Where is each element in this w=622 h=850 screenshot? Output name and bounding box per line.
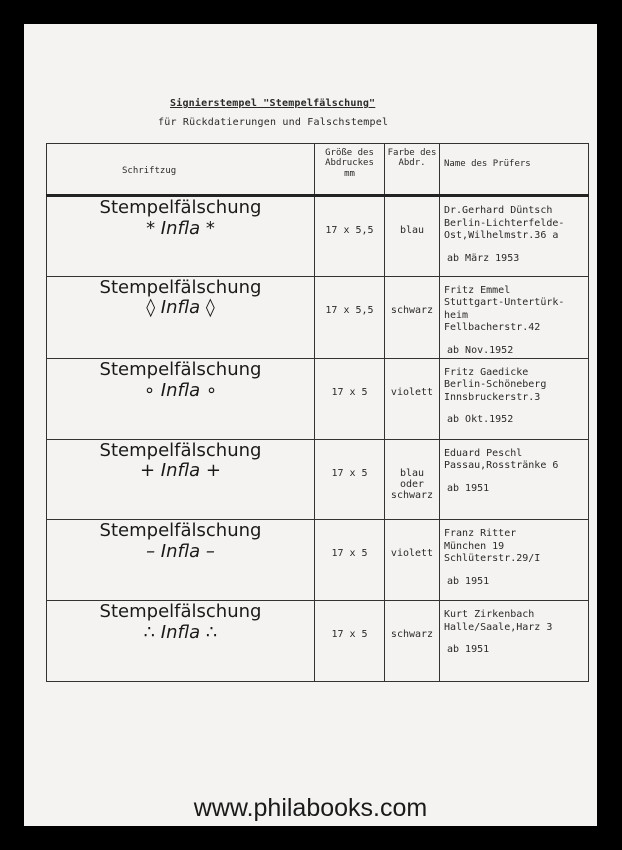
- examiner-cell: [440, 439, 589, 520]
- examiner-line: Berlin-Lichterfelde-: [444, 217, 565, 229]
- table-row: [47, 196, 589, 277]
- table-row: [47, 520, 589, 601]
- stamp-script: [47, 520, 315, 601]
- stamp-color: blau oder schwarz: [385, 439, 440, 520]
- document-subtitle: für Rückdatierungen und Falschstempel: [158, 117, 389, 128]
- examiner-line: Ost,Wilhelmstr.36 a: [444, 230, 559, 241]
- stamp-script: [47, 196, 315, 277]
- examiner-cell: [440, 358, 589, 439]
- examiner-line: Halle/Saale,Harz 3: [444, 621, 553, 633]
- stamp-size: 17 x 5: [315, 358, 385, 439]
- examiner-since: ab 1951: [447, 482, 490, 494]
- stamp-script-line1: Stempelfälschung: [99, 358, 262, 380]
- stamp-size: 17 x 5: [315, 520, 385, 601]
- stamp-script-line2: * Infla *: [146, 217, 215, 239]
- examiner-line: Stuttgart-Untertürk-: [444, 297, 565, 309]
- examiner-line: Fellbacherstr.42: [444, 322, 541, 334]
- examiner-line: Fritz Emmel: [444, 284, 511, 296]
- stamp-script-line1: Stempelfälschung: [99, 601, 262, 623]
- stamp-color: violett: [385, 358, 440, 439]
- stamp-color: schwarz: [385, 276, 440, 358]
- examiner-line: Fritz Gaedicke: [444, 366, 529, 378]
- examiner-line: Eduard Peschl: [444, 447, 523, 459]
- stamp-script-line1: Stempelfälschung: [99, 520, 262, 542]
- stamp-color: violett: [385, 520, 440, 601]
- examiner-line: Dr.Gerhard Düntsch: [444, 205, 553, 216]
- header-script: Schriftzug: [47, 144, 315, 196]
- examiner-cell: [440, 601, 589, 682]
- stamp-script-line2: + Infla +: [140, 460, 221, 482]
- stamp-script-line1: Stempelfälschung: [99, 197, 262, 218]
- examiner-since: ab 1951: [447, 575, 490, 587]
- examiner-since: ab Okt.1952: [447, 414, 514, 426]
- document-title: Signierstempel "Stempelfälschung": [170, 98, 376, 109]
- examiner-cell: [440, 520, 589, 601]
- examiner-cell: [440, 196, 589, 277]
- stamp-script-line2: ∴ Infla ∴: [143, 621, 218, 643]
- examiner-line: Berlin-Schöneberg: [444, 379, 547, 391]
- table-header-row: [47, 144, 589, 196]
- examiner-line: Innsbruckerstr.3: [444, 391, 541, 403]
- examiner-since: ab Nov.1952: [447, 344, 514, 356]
- photo-page: [24, 24, 597, 826]
- header-color: Farbe des Abdr.: [385, 144, 440, 196]
- stamp-script: [47, 601, 315, 682]
- stamp-size: 17 x 5,5: [315, 196, 385, 277]
- stamp-script-line1: Stempelfälschung: [99, 276, 262, 298]
- table-row: [47, 276, 589, 358]
- stamp-script-line1: Stempelfälschung: [99, 439, 262, 461]
- table-row: [47, 439, 589, 520]
- stamp-script: [47, 439, 315, 520]
- examiner-since: ab 1951: [447, 644, 490, 656]
- stamp-size: 17 x 5: [315, 601, 385, 682]
- stamp-color: schwarz: [385, 601, 440, 682]
- examiner-line: Franz Ritter: [444, 528, 517, 540]
- examiner-line: heim: [444, 309, 469, 321]
- table-row: [47, 601, 589, 682]
- stamp-script: [47, 276, 315, 358]
- examiner-line: München 19: [444, 540, 505, 552]
- examiner-cell: [440, 276, 589, 358]
- stamp-size: 17 x 5: [315, 439, 385, 520]
- table-row: [47, 358, 589, 439]
- stamp-size: 17 x 5,5: [315, 276, 385, 358]
- examiner-since: ab März 1953: [447, 252, 520, 264]
- stamp-script-line2: ∘ Infla ∘: [143, 379, 218, 401]
- stamp-table: [46, 143, 589, 682]
- document-sheet: [34, 49, 594, 689]
- header-examiner: Name des Prüfers: [440, 144, 589, 196]
- header-size: Größe des Abdruckes mm: [315, 144, 385, 196]
- examiner-line: Schlüterstr.29/I: [444, 553, 541, 565]
- examiner-line: Passau,Rosstränke 6: [444, 460, 559, 472]
- stamp-color: blau: [385, 196, 440, 277]
- stamp-script-line2: – Infla –: [146, 541, 215, 563]
- stamp-script-line2: ◊ Infla ◊: [146, 297, 215, 319]
- stamp-script: [47, 358, 315, 439]
- website-url: www.philabooks.com: [193, 794, 428, 822]
- examiner-line: Kurt Zirkenbach: [444, 609, 535, 621]
